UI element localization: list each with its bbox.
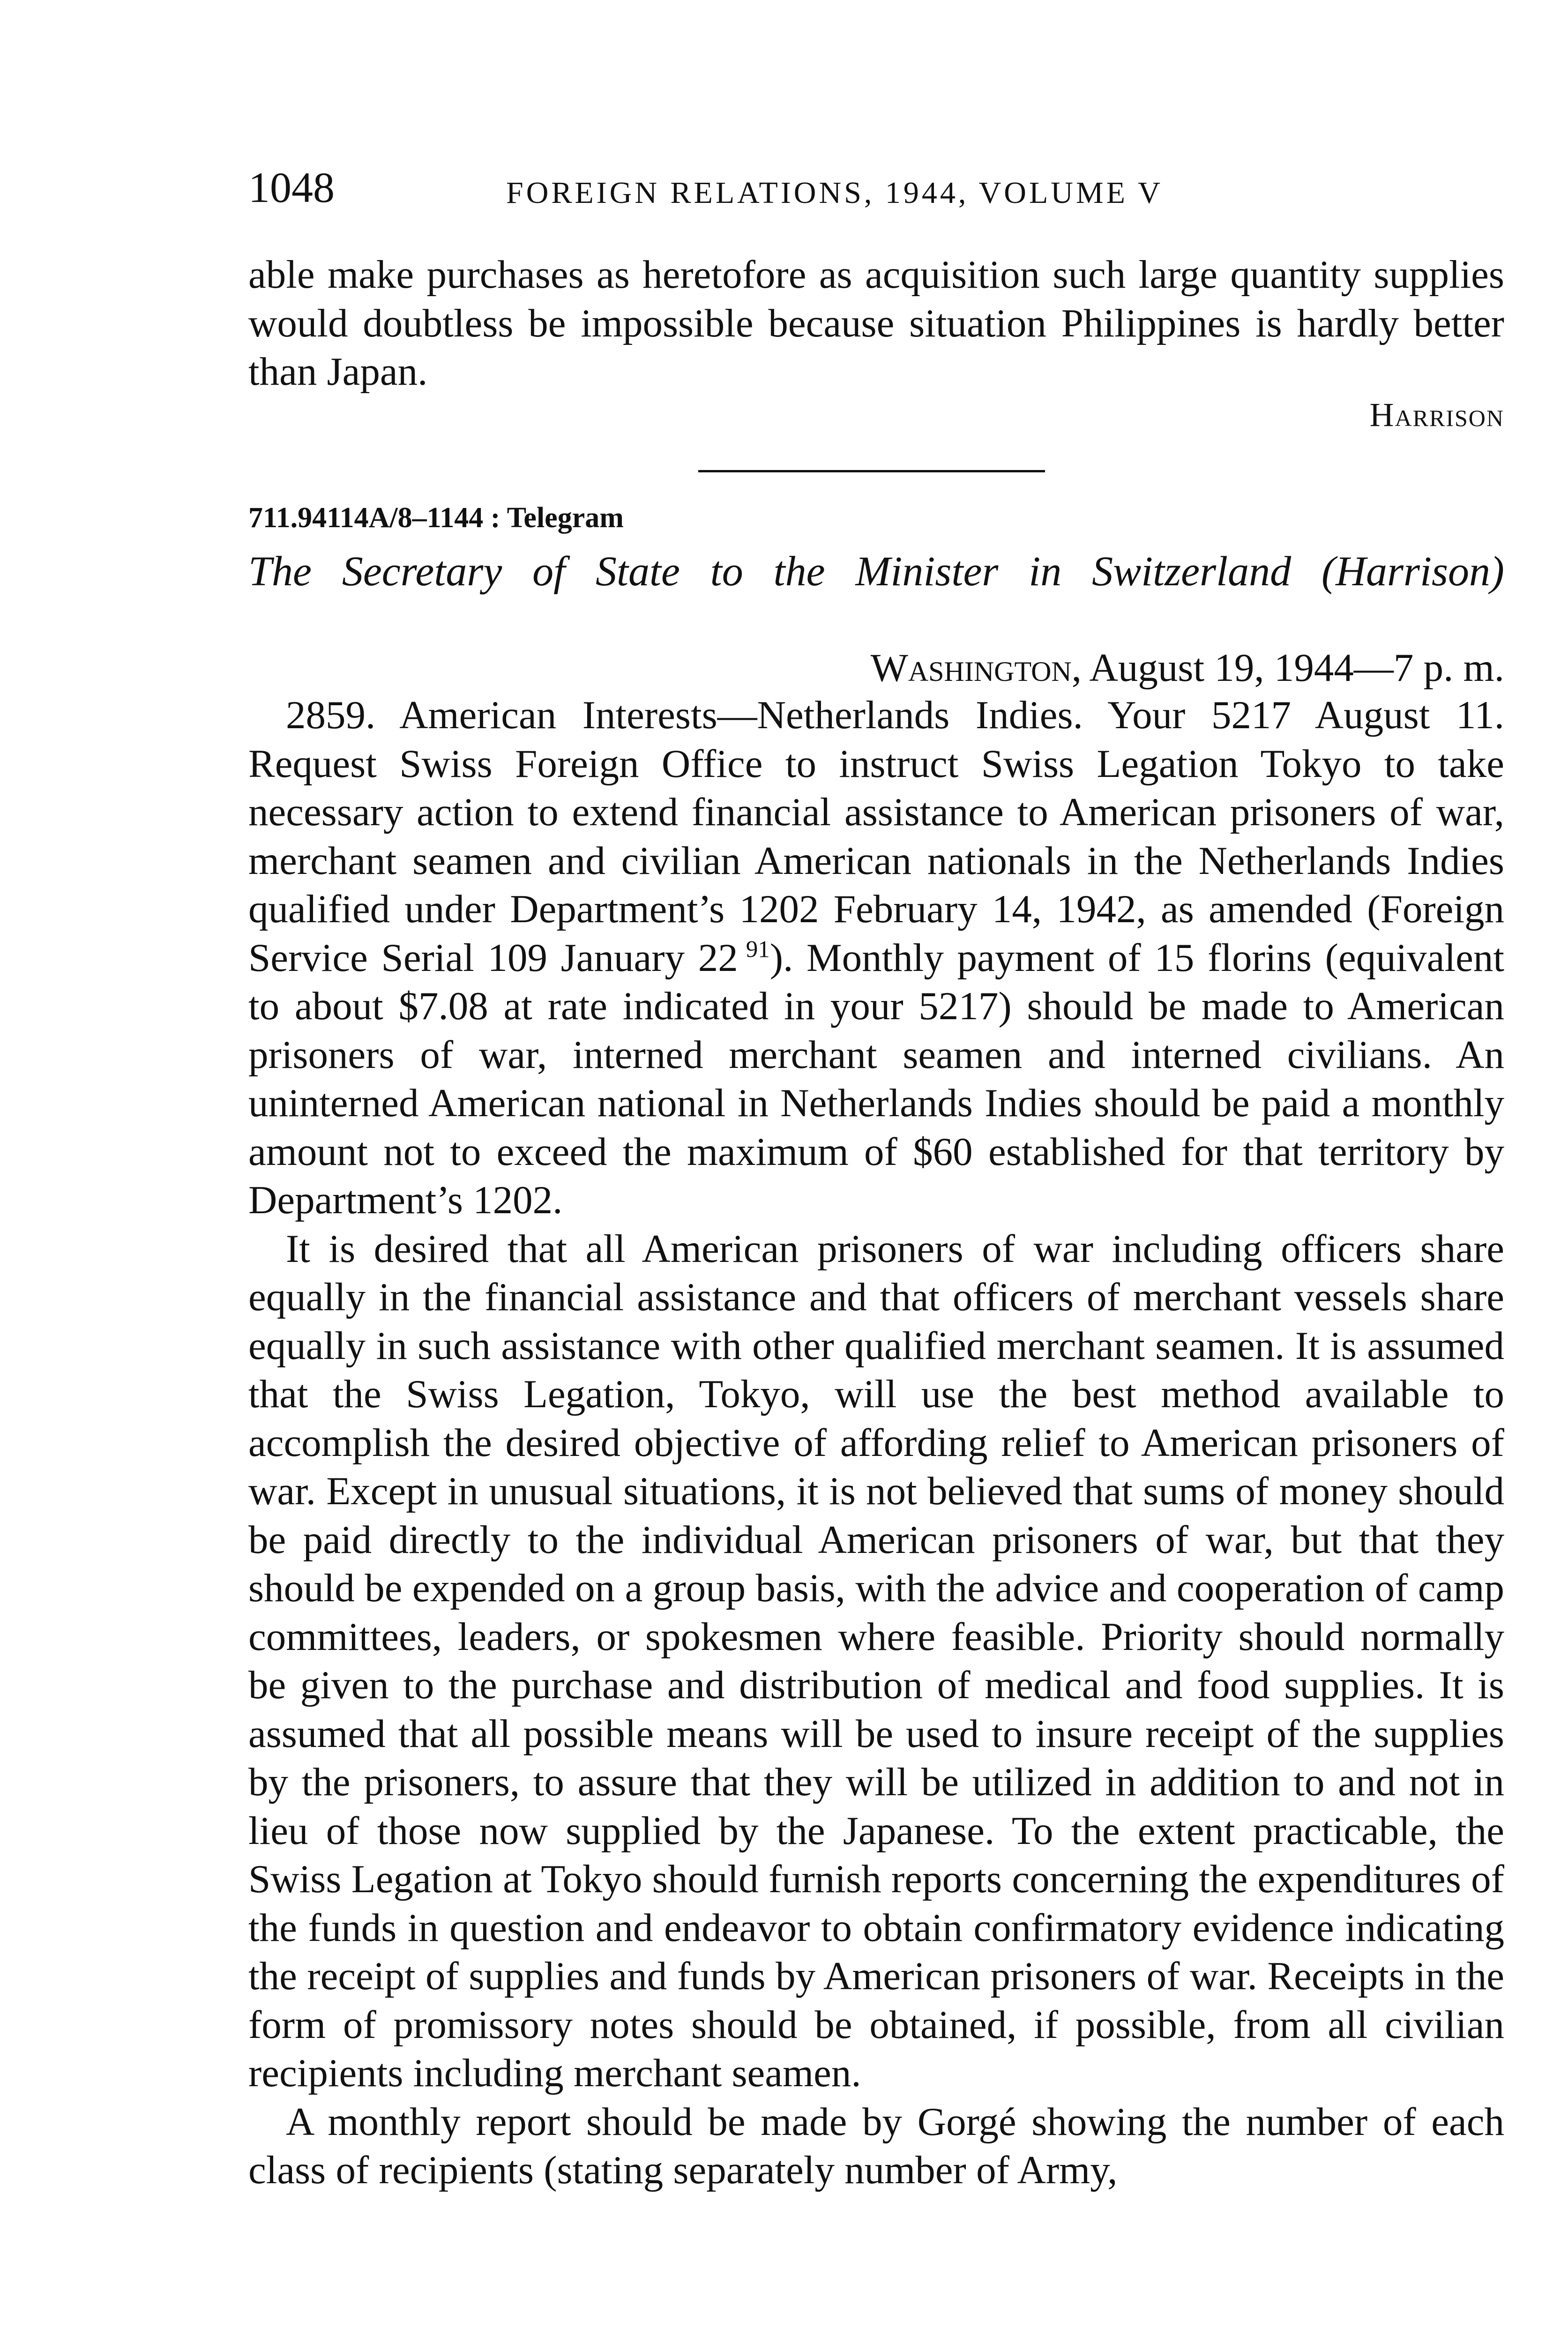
previous-document-signature: Harrison [1369, 396, 1504, 433]
previous-document-text [248, 251, 1504, 396]
dateline-place: Washington, [870, 646, 1082, 690]
file-reference: 711.94114A/8–1144 : Telegram [248, 502, 624, 534]
dateline [871, 642, 1504, 694]
body-paragraph-3: A monthly report should be made by Gorgé showing the number of each class of recipients (stating separately number of Army, [248, 2099, 1504, 2192]
document-body [248, 691, 1504, 2195]
document-title: The Secretary of State to the Minister in Switzerland (Harrison) [248, 548, 1504, 595]
dateline-date: August 19, 1944—7 p. m. [1089, 646, 1504, 690]
paragraph-1-text-b: ). Monthly payment of 15 florins (equivalent to about $7.08 at rate indicated in your 5217) should be made to American prisoners of war, interned merchant seamen and interned civilians. An uninterned American national in Netherlands Indies should be paid a monthly amount not to exceed the maximum of $60 established for that territory by Department’s 1202. [248, 935, 1504, 1222]
document-separator-rule [698, 470, 1045, 472]
previous-document-closing-paragraph: able make purchases as heretofore as acquisition such large quantity supplies would doubtless be impossible because situation Philippines is hardly better than Japan. [248, 253, 1504, 394]
page-number: 1048 [248, 164, 335, 211]
page-header [248, 162, 1504, 213]
body-paragraph-2: It is desired that all American prisoners of war including officers share equally in the financial assistance and that officers of merchant vessels share equally in such assistance with other qualified merchant seamen. It is assumed that the Swiss Legation, Tokyo, will use the best method available to accomplish the desired objective of affording relief to American prisoners of war. Except in unusual situations, it is not believed that sums of money should be paid directly to the individual American prisoners of war, but that they should be expended on a group basis, with the advice and cooperation of camp committees, leaders, or spokesmen where feasible. Priority should normally be given to the purchase and distribution of medical and food supplies. It is assumed that all possible means will be used to insure receipt of the supplies by the prisoners, to assure that they will be utilized in addition to and not in lieu of those now supplied by the Japanese. To the extent practicable, the Swiss Legation at Tokyo should furnish reports concerning the expenditures of the funds in question and endeavor to obtain confirmatory evidence indicating the receipt of supplies and funds by American prisoners of war. Receipts in the form of promissory notes should be obtained, if possible, from all civilian recipients including merchant seamen. [248, 1226, 1504, 2095]
running-head: FOREIGN RELATIONS, 1944, VOLUME V [506, 176, 1163, 210]
paragraph-1-text-a: 2859. American Interests—Netherlands Indies. Your 5217 August 11. Request Swiss Foreign Office to instruct Swiss Legation Tokyo to take necessary action to extend financial assistance to American prisoners of war, merchant seamen and civilian American nationals in the Netherlands Indies qualified under Department’s 1202 February 14, 1942, as amended (Foreign Service Serial 109 January 22 [248, 693, 1504, 980]
footnote-reference-91[interactable]: 91 [746, 936, 770, 963]
body-paragraph-1 [248, 691, 1504, 1225]
